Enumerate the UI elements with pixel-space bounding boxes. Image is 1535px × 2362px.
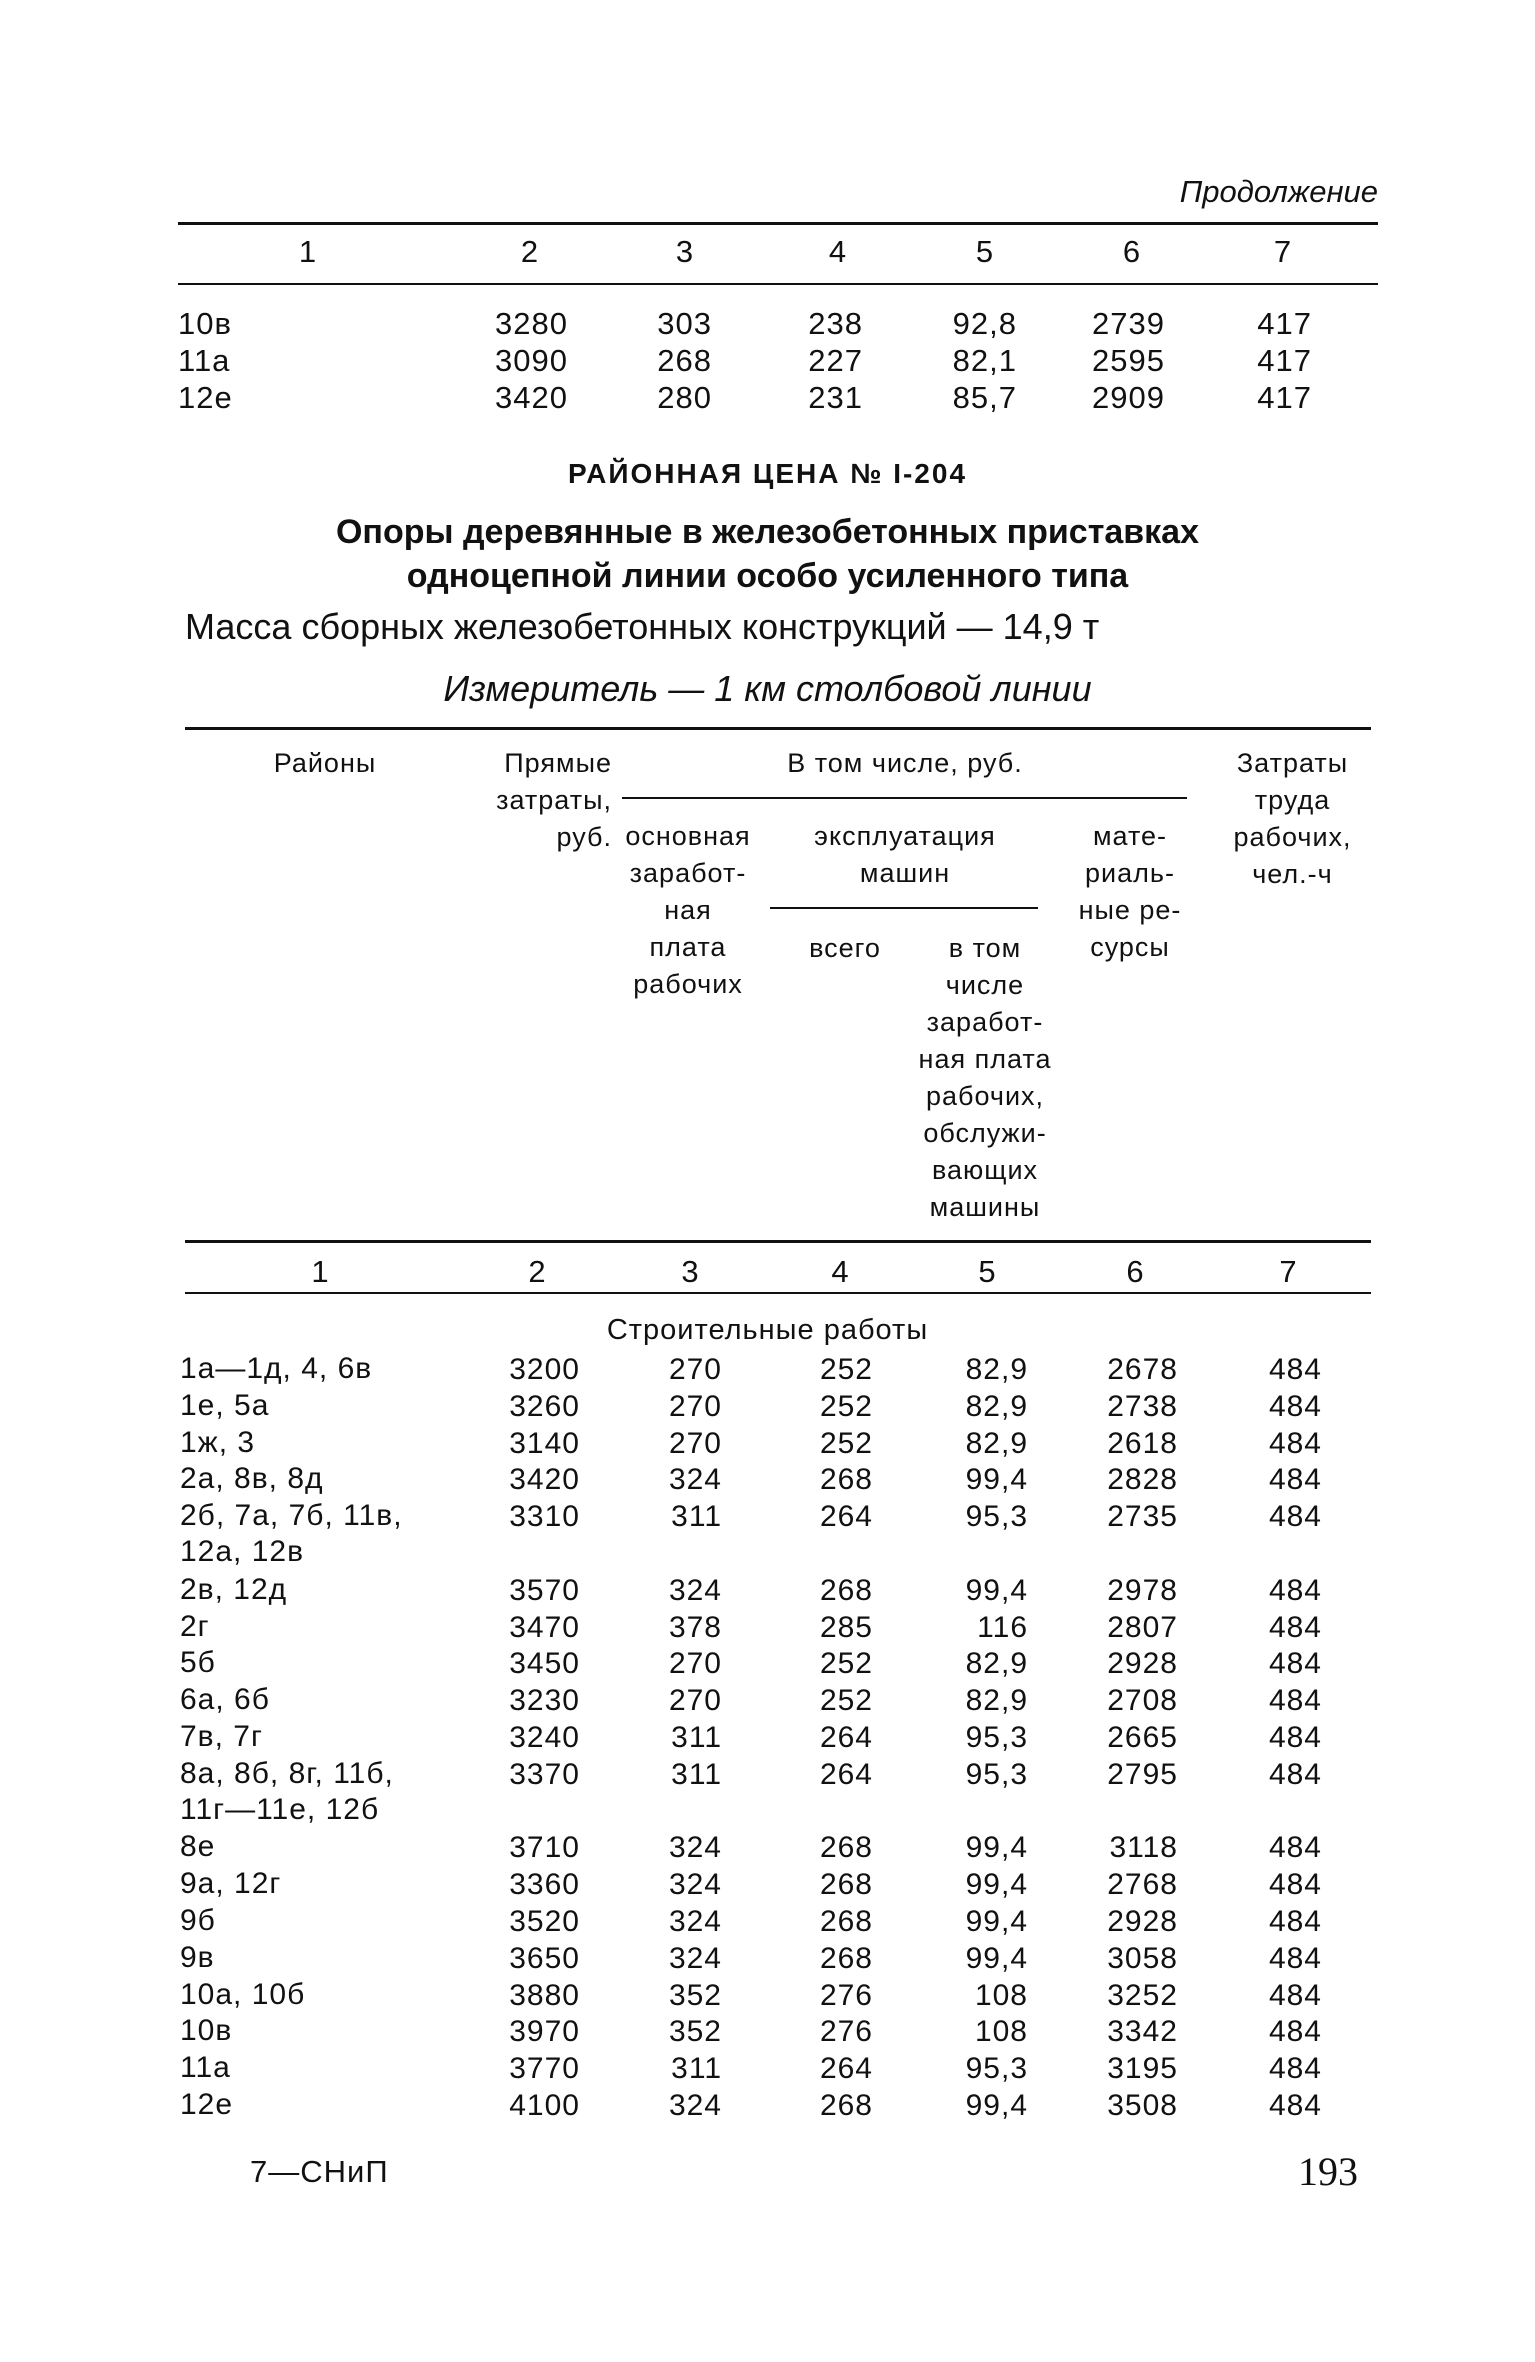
table-cell: 484: [1268, 1573, 1322, 1607]
row-region: 1а—1д, 4, 6в: [180, 1352, 373, 1385]
table-cell: 378: [668, 1610, 722, 1644]
row-region: 11а: [178, 343, 231, 378]
table-cell: 3195: [1107, 2052, 1178, 2086]
header-direct-costs: Прямые затраты, руб.: [496, 748, 612, 852]
column-number: 6: [1126, 1254, 1144, 1289]
table-cell: 264: [819, 1757, 873, 1791]
table-cell: 276: [819, 2015, 873, 2049]
table-row: [0, 1829, 1535, 1865]
table-cell: 268: [819, 1463, 873, 1497]
section-subtitle: Опоры деревянные в железобетонных приставках одноцепной линии особо усиленного типа: [335, 513, 1200, 595]
table-cell: 2595: [1092, 343, 1165, 378]
table-cell: 484: [1268, 1389, 1322, 1423]
row-region: 10а, 10б: [180, 1977, 306, 2011]
table-cell: 252: [819, 1389, 873, 1423]
row-region: 6а, 6б: [180, 1683, 270, 1717]
table-cell: 324: [668, 1905, 722, 1938]
table-cell: 85,7: [952, 380, 1017, 415]
table-cell: 252: [819, 1426, 873, 1460]
page-number: 193: [1298, 2149, 1358, 2194]
table-cell: 2795: [1107, 1757, 1178, 1791]
table-cell: 82,9: [965, 1647, 1028, 1681]
table-cell: 116: [977, 1610, 1028, 1644]
table-row: [0, 1903, 1535, 1939]
table-cell: 484: [1268, 2089, 1322, 2122]
table-cell: 3118: [1109, 1831, 1178, 1865]
table-cell: 311: [671, 1500, 722, 1534]
table-row: [0, 1609, 1535, 1645]
table-cell: 484: [1268, 1500, 1322, 1534]
table-top-rule: [185, 727, 1371, 730]
table-row: [0, 1572, 1535, 1608]
header-machine-rule: [770, 907, 1038, 909]
table-row: [0, 2050, 1535, 2086]
table-cell: 3520: [509, 1905, 580, 1938]
header-total: всего: [809, 933, 881, 963]
group-label: Строительные работы: [606, 1314, 929, 1346]
header-including: В том числе, руб.: [787, 748, 1023, 778]
table-cell: 3508: [1107, 2089, 1178, 2122]
table-cell: 95,3: [965, 1500, 1028, 1534]
column-number: 5: [978, 1254, 996, 1289]
table-cell: 270: [668, 1647, 722, 1681]
table-cell: 95,3: [965, 1721, 1028, 1754]
row-region: 1ж, 3: [180, 1425, 256, 1459]
table-cell: 311: [671, 1757, 722, 1791]
table-cell: 99,4: [965, 2089, 1028, 2122]
table-cell: 484: [1268, 1426, 1322, 1460]
table-cell: 484: [1268, 2015, 1322, 2049]
header-materials: мате- риаль- ные ре- сурсы: [1078, 821, 1182, 962]
table-cell: 3360: [509, 1868, 580, 1902]
column-number: 7: [1279, 1254, 1297, 1289]
column-number: 7: [1273, 234, 1293, 269]
table-cell: 92,8: [952, 306, 1017, 341]
table-cell: 3470: [509, 1610, 580, 1644]
header-bottom-rule: [185, 1240, 1371, 1243]
table-cell: 324: [668, 1463, 722, 1497]
table-cell: 2708: [1107, 1684, 1178, 1718]
row-region: 2б, 7а, 7б, 11в, 12а, 12в: [180, 1499, 403, 1569]
column-number: 3: [675, 234, 695, 269]
table-cell: 82,9: [965, 1684, 1028, 1718]
table-cell: 268: [657, 343, 712, 378]
row-region: 10в: [178, 306, 232, 341]
table-cell: 227: [808, 343, 863, 378]
table-cell: 4100: [509, 2089, 580, 2122]
table-cell: 268: [819, 1831, 873, 1865]
footer-left: 7—СНиП: [250, 2154, 389, 2189]
column-number: 4: [831, 1254, 849, 1289]
table-cell: 3140: [509, 1426, 580, 1460]
table-cell: 3710: [509, 1831, 580, 1865]
column-numbers-rule: [185, 1292, 1371, 1294]
column-number: 1: [311, 1254, 329, 1289]
table-cell: 3200: [509, 1353, 580, 1386]
table-cell: 2768: [1107, 1868, 1178, 1902]
table-cell: 484: [1268, 1905, 1322, 1938]
table-cell: 3420: [509, 1463, 580, 1497]
table-cell: 99,4: [965, 1905, 1028, 1938]
table-cell: 484: [1268, 1868, 1322, 1902]
table-cell: 2739: [1092, 306, 1165, 341]
section-title: РАЙОННАЯ ЦЕНА № I-204: [567, 458, 968, 489]
table-cell: 2909: [1092, 380, 1165, 415]
table-row: [0, 1866, 1535, 1902]
table-cell: 324: [668, 1868, 722, 1902]
column-number: 5: [975, 234, 995, 269]
table-cell: 99,4: [965, 1573, 1028, 1607]
table-cell: 280: [657, 380, 712, 415]
header-machine-wage: в том числе заработ- ная плата рабочих, обслужи- вающих машины: [918, 933, 1052, 1222]
column-number: 6: [1122, 234, 1142, 269]
table-cell: 268: [819, 2089, 873, 2122]
table-cell: 3420: [495, 380, 568, 415]
table-cell: 303: [657, 306, 712, 341]
row-region: 9в: [180, 1940, 215, 1974]
table-cell: 3970: [509, 2015, 580, 2049]
table-row: [0, 2013, 1535, 2049]
table-cell: 417: [1257, 343, 1312, 378]
header-machine-operation: эксплуатация машин: [814, 821, 996, 888]
table-cell: 3058: [1107, 1941, 1178, 1975]
table-cell: 82,9: [965, 1426, 1028, 1460]
table-cell: 268: [819, 1573, 873, 1607]
row-region: 8е: [180, 1830, 216, 1864]
table-cell: 238: [808, 306, 863, 341]
table-row: [0, 1645, 1535, 1681]
column-number: 1: [298, 234, 318, 269]
table-cell: 324: [668, 1573, 722, 1607]
table-cell: 484: [1268, 1978, 1322, 2012]
row-region: 9б: [180, 1904, 216, 1937]
row-region: 8а, 8б, 8г, 11б, 11г—11е, 12б: [180, 1756, 394, 1826]
table-row: [0, 1388, 1535, 1424]
table-cell: 484: [1268, 1757, 1322, 1791]
header-labor: Затраты труда рабочих, чел.-ч: [1233, 748, 1352, 889]
table-cell: 252: [819, 1647, 873, 1681]
table-cell: 324: [668, 1941, 722, 1975]
table-cell: 108: [974, 2015, 1028, 2049]
table-row: [0, 1461, 1535, 1497]
table-row: [0, 2087, 1535, 2123]
table-cell: 484: [1268, 1941, 1322, 1975]
table-row: [0, 1498, 1535, 1570]
table-cell: 484: [1268, 1353, 1322, 1386]
table-cell: 268: [819, 1868, 873, 1902]
table-cell: 2978: [1107, 1573, 1178, 1607]
continuation-caption: Продолжение: [1179, 174, 1378, 209]
table-cell: 2665: [1107, 1721, 1178, 1754]
table-cell: 2738: [1107, 1389, 1178, 1423]
continuation-header-rule: [178, 283, 1378, 285]
table-cell: 95,3: [965, 1757, 1028, 1791]
table-cell: 484: [1268, 2052, 1322, 2086]
table-cell: 311: [671, 2052, 722, 2086]
table-cell: 3450: [509, 1647, 580, 1681]
column-number: 2: [520, 234, 540, 269]
table-cell: 270: [668, 1684, 722, 1718]
row-region: 10в: [180, 2014, 233, 2048]
table-cell: 252: [819, 1353, 873, 1386]
table-cell: 3260: [509, 1389, 580, 1423]
table-cell: 270: [668, 1389, 722, 1423]
table-cell: 2735: [1107, 1500, 1178, 1534]
row-region: 1е, 5а: [180, 1388, 270, 1422]
table-cell: 311: [671, 1721, 722, 1754]
table-row: [0, 1756, 1535, 1828]
table-cell: 2678: [1107, 1353, 1178, 1386]
table-cell: 3570: [509, 1573, 580, 1607]
row-region: 7в, 7г: [180, 1720, 263, 1753]
table-row: [0, 1940, 1535, 1976]
table-cell: 324: [668, 2089, 722, 2122]
table-row: [0, 1425, 1535, 1461]
table-cell: 3230: [509, 1684, 580, 1718]
table-cell: 3310: [509, 1500, 580, 1534]
column-number: 3: [681, 1254, 699, 1289]
table-cell: 3090: [495, 343, 568, 378]
row-region: 9а, 12г: [180, 1867, 282, 1901]
table-row: [0, 1351, 1535, 1387]
column-number: 2: [528, 1254, 546, 1289]
table-cell: 268: [819, 1905, 873, 1938]
table-cell: 352: [668, 2015, 722, 2049]
table-cell: 484: [1268, 1610, 1322, 1644]
table-cell: 82,9: [965, 1353, 1028, 1386]
column-number: 4: [828, 234, 848, 269]
continuation-top-rule: [178, 222, 1378, 225]
table-cell: 2928: [1107, 1905, 1178, 1938]
row-region: 2в, 12д: [180, 1572, 288, 1606]
table-cell: 484: [1268, 1684, 1322, 1718]
table-cell: 95,3: [965, 2052, 1028, 2086]
table-cell: 3280: [495, 306, 568, 341]
table-cell: 99,4: [965, 1868, 1028, 1902]
table-cell: 270: [668, 1426, 722, 1460]
table-cell: 99,4: [965, 1941, 1028, 1975]
table-cell: 268: [819, 1941, 873, 1975]
table-cell: 3650: [509, 1941, 580, 1975]
table-cell: 108: [974, 1978, 1028, 2012]
mass-line: Масса сборных железобетонных конструкций — 14,9 т: [185, 606, 1100, 647]
table-cell: 264: [819, 2052, 873, 2086]
header-regions: Районы: [273, 748, 377, 778]
header-including-rule: [622, 797, 1187, 799]
table-cell: 484: [1268, 1463, 1322, 1497]
table-cell: 484: [1268, 1721, 1322, 1754]
table-cell: 99,4: [965, 1831, 1028, 1865]
table-cell: 417: [1257, 306, 1312, 341]
table-cell: 484: [1268, 1831, 1322, 1865]
table-cell: 252: [819, 1684, 873, 1718]
table-cell: 417: [1257, 380, 1312, 415]
table-row: [0, 1682, 1535, 1718]
table-cell: 285: [819, 1610, 873, 1644]
table-row: [0, 1977, 1535, 2013]
table-cell: 82,9: [965, 1389, 1028, 1423]
row-region: 11а: [180, 2051, 231, 2085]
table-cell: 3770: [509, 2052, 580, 2086]
table-cell: 2928: [1107, 1647, 1178, 1681]
row-region: 12е: [178, 380, 233, 415]
table-cell: 82,1: [952, 343, 1017, 378]
header-basic-wage: основная заработ- ная плата рабочих: [625, 821, 751, 999]
table-cell: 324: [668, 1831, 722, 1865]
table-cell: 270: [668, 1353, 722, 1386]
row-region: 12е: [180, 2088, 234, 2121]
table-cell: 2828: [1107, 1463, 1178, 1497]
table-row: [0, 1719, 1535, 1755]
table-cell: 3370: [509, 1757, 580, 1791]
row-region: 2а, 8в, 8д: [180, 1462, 324, 1496]
table-cell: 264: [819, 1500, 873, 1534]
table-cell: 3880: [509, 1978, 580, 2012]
table-cell: 231: [808, 380, 863, 415]
table-cell: 264: [819, 1721, 873, 1754]
table-cell: 3252: [1107, 1978, 1178, 2012]
table-cell: 99,4: [965, 1463, 1028, 1497]
table-cell: 3342: [1107, 2015, 1178, 2049]
table-cell: 3240: [509, 1721, 580, 1754]
row-region: 2г: [180, 1609, 210, 1643]
table-cell: 352: [668, 1978, 722, 2012]
table-cell: 2807: [1107, 1610, 1178, 1644]
unit-line: Измеритель — 1 км столбовой линии: [443, 668, 1092, 709]
table-cell: 484: [1268, 1647, 1322, 1681]
table-cell: 276: [819, 1978, 873, 2012]
table-cell: 2618: [1107, 1426, 1178, 1460]
row-region: 5б: [180, 1646, 216, 1680]
